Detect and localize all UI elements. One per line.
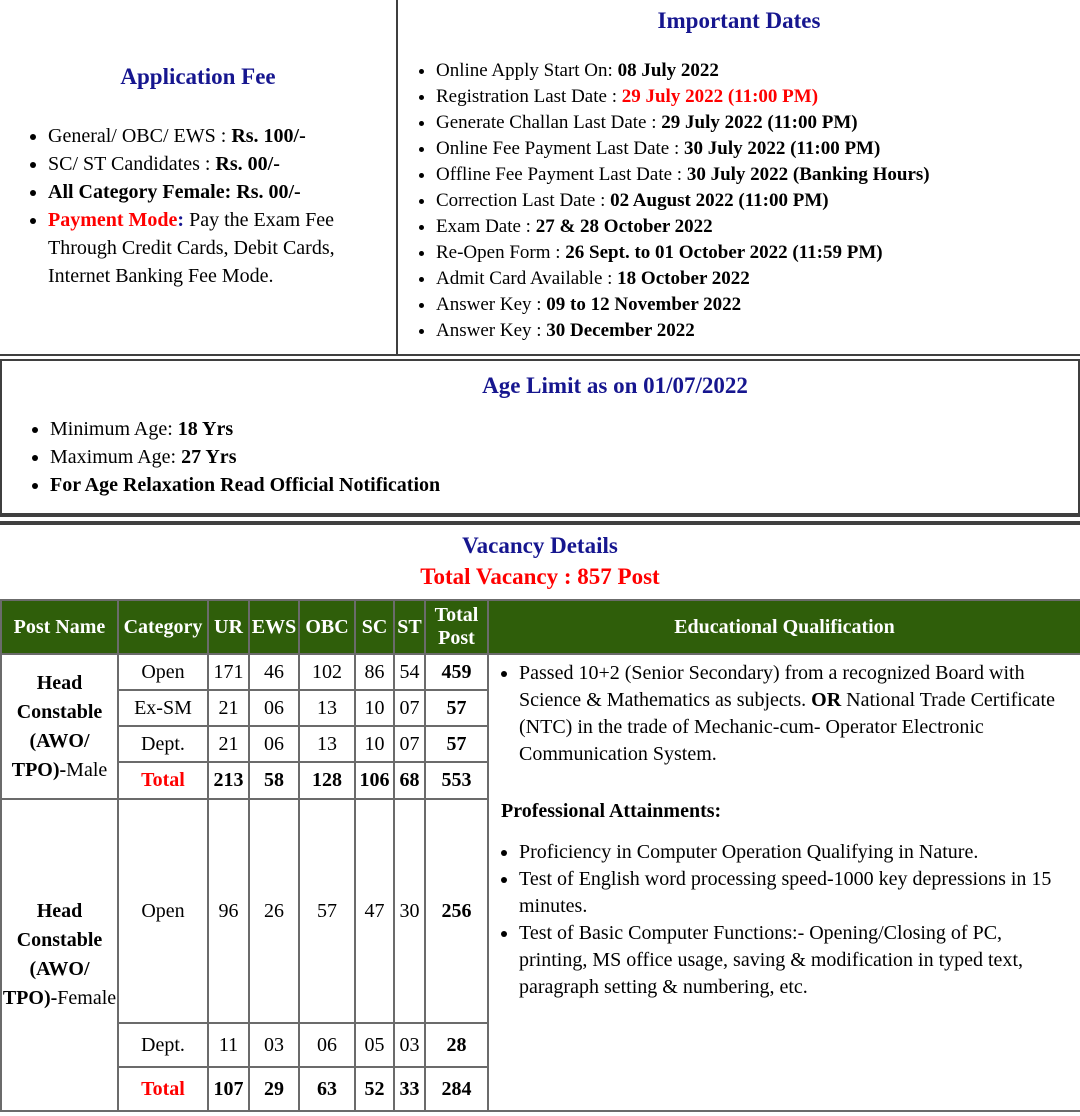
fee-value: All Category Female: Rs. 00/- (48, 181, 301, 203)
ews-cell: 26 (249, 799, 299, 1023)
date-label: Answer Key : (436, 320, 547, 341)
qualification-text: Passed 10+2 (Senior Secondary) from a recognized Board with Science & Mathematics as subjects. (519, 662, 1025, 711)
total-post-cell: 284 (425, 1067, 488, 1111)
application-fee-panel (0, 0, 398, 354)
total-post-cell: 57 (425, 726, 488, 762)
list-item (50, 471, 1078, 499)
ur-cell: 96 (208, 799, 249, 1023)
fee-label: SC/ ST Candidates : (48, 153, 216, 175)
category-cell: Dept. (118, 726, 208, 762)
col-header-total-post: Total Post (425, 600, 488, 654)
list-item (48, 150, 382, 178)
ur-cell: 21 (208, 690, 249, 726)
list-item (436, 240, 1080, 266)
attainments-list (495, 839, 1068, 1001)
age-label: Minimum Age: (50, 418, 178, 440)
total-post-cell: 256 (425, 799, 488, 1023)
date-label: Answer Key : (436, 294, 547, 315)
sc-cell: 10 (355, 690, 394, 726)
post-name-bold: Head Constable (AWO/ TPO)- (2, 900, 103, 1009)
ur-cell: 21 (208, 726, 249, 762)
table-row (1, 654, 1080, 690)
list-item (519, 660, 1068, 768)
total-label-cell: Total (118, 1067, 208, 1111)
st-cell: 07 (394, 726, 425, 762)
ur-cell: 213 (208, 762, 249, 799)
category-cell: Open (118, 654, 208, 690)
age-label: Maximum Age: (50, 446, 182, 468)
date-label: Generate Challan Last Date : (436, 112, 662, 133)
vacancy-title: Vacancy Details (462, 533, 618, 558)
list-item (436, 292, 1080, 318)
st-cell: 03 (394, 1023, 425, 1067)
list-item: • Test of English word processing speed-1000 key depressions in 15 minutes. (519, 866, 1068, 920)
important-dates-title: Important Dates (657, 8, 821, 33)
date-label: Online Fee Payment Last Date : (436, 138, 684, 159)
list-item: • Proficiency in Computer Operation Qualifying in Nature. (519, 839, 1068, 866)
fee-value: Rs. 100/- (231, 125, 306, 147)
date-label: Re-Open Form : (436, 242, 566, 263)
total-label-cell: Total (118, 762, 208, 799)
age-note: For Age Relaxation Read Official Notification (50, 474, 441, 496)
ews-cell: 06 (249, 726, 299, 762)
qualification-or: OR (811, 689, 842, 711)
col-header-ews: EWS (249, 600, 299, 654)
vacancy-table (0, 599, 1080, 1112)
sc-cell: 47 (355, 799, 394, 1023)
application-fee-list (0, 122, 382, 290)
ews-cell: 06 (249, 690, 299, 726)
col-header-educational-qualification: Educational Qualification (488, 600, 1080, 654)
list-item (436, 84, 1080, 110)
date-value: 02 August 2022 (11:00 PM) (610, 190, 829, 211)
ur-cell: 11 (208, 1023, 249, 1067)
list-item (436, 214, 1080, 240)
vacancy-section (0, 521, 1080, 1112)
qualification-list (495, 660, 1068, 768)
col-header-post-name: Post Name (1, 600, 118, 654)
category-cell: Ex-SM (118, 690, 208, 726)
ews-cell: 29 (249, 1067, 299, 1111)
date-label: Offline Fee Payment Last Date : (436, 164, 687, 185)
obc-cell: 13 (299, 726, 355, 762)
obc-cell: 57 (299, 799, 355, 1023)
qualification-text: National Trade Certificate (NTC) in the trade of Mechanic-cum- Operator Electronic Communication System. (519, 689, 1055, 765)
age-value: 18 Yrs (177, 418, 234, 440)
date-value: 18 October 2022 (617, 268, 750, 289)
total-post-cell: 553 (425, 762, 488, 799)
date-value: 30 July 2022 (Banking Hours) (686, 164, 930, 185)
st-cell: 54 (394, 654, 425, 690)
age-value: 27 Yrs (181, 446, 237, 468)
fee-label: General/ OBC/ EWS : (48, 125, 232, 147)
age-limit-section (0, 359, 1080, 517)
date-value: 09 to 12 November 2022 (546, 294, 742, 315)
list-item (436, 110, 1080, 136)
date-value: 30 December 2022 (546, 320, 695, 341)
post-name-regular: Female (57, 987, 117, 1009)
post-name-cell-male (1, 654, 118, 799)
col-header-category: Category (118, 600, 208, 654)
st-cell: 30 (394, 799, 425, 1023)
col-header-ur: UR (208, 600, 249, 654)
date-label: Admit Card Available : (436, 268, 618, 289)
total-post-cell: 57 (425, 690, 488, 726)
date-value: 29 July 2022 (11:00 PM) (621, 86, 819, 107)
sc-cell: 10 (355, 726, 394, 762)
sc-cell: 106 (355, 762, 394, 799)
table-header-row (1, 600, 1080, 654)
professional-attainments-heading: Professional Attainments: (501, 800, 722, 822)
list-item (436, 318, 1080, 344)
date-label: Exam Date : (436, 216, 536, 237)
list-item (436, 136, 1080, 162)
date-value: 29 July 2022 (11:00 PM) (661, 112, 858, 133)
list-item (436, 266, 1080, 292)
list-item: • Test of Basic Computer Functions:- Opening/Closing of PC, printing, MS office usage, saving & modification in typed text, paragraph setting & numbering, etc. (519, 920, 1068, 1001)
list-item (48, 178, 382, 206)
list-item (48, 122, 382, 150)
payment-mode-colon: : (177, 209, 185, 231)
post-name-regular: Male (66, 758, 108, 781)
important-dates-panel (398, 0, 1080, 354)
category-cell: Open (118, 799, 208, 1023)
post-name-cell-female (1, 799, 118, 1111)
top-section (0, 0, 1080, 356)
col-header-sc: SC (355, 600, 394, 654)
list-item (50, 443, 1078, 471)
ews-cell: 46 (249, 654, 299, 690)
obc-cell: 102 (299, 654, 355, 690)
total-vacancy-subtitle: Total Vacancy : 857 Post (420, 564, 660, 589)
fee-value: Rs. 00/- (215, 153, 280, 175)
ews-cell: 03 (249, 1023, 299, 1067)
application-fee-title: Application Fee (120, 64, 276, 89)
obc-cell: 13 (299, 690, 355, 726)
total-post-cell: 459 (425, 654, 488, 690)
ews-cell: 58 (249, 762, 299, 799)
ur-cell: 171 (208, 654, 249, 690)
date-label: Correction Last Date : (436, 190, 611, 211)
total-post-cell: 28 (425, 1023, 488, 1067)
payment-mode-text: Pay the Exam Fee Through Credit Cards, Debit Cards, Internet Banking Fee Mode. (48, 209, 335, 287)
list-item (48, 206, 382, 290)
date-label: Registration Last Date : (436, 86, 622, 107)
list-item (436, 58, 1080, 84)
important-dates-list (398, 58, 1080, 344)
obc-cell: 128 (299, 762, 355, 799)
ur-cell: 107 (208, 1067, 249, 1111)
date-value: 08 July 2022 (617, 60, 719, 81)
age-limit-list (2, 415, 1078, 499)
payment-mode-label: Payment Mode (48, 209, 178, 231)
st-cell: 68 (394, 762, 425, 799)
obc-cell: 63 (299, 1067, 355, 1111)
list-item (436, 162, 1080, 188)
st-cell: 07 (394, 690, 425, 726)
col-header-st: ST (394, 600, 425, 654)
educational-qualification-cell (488, 654, 1080, 1111)
list-item (50, 415, 1078, 443)
col-header-obc: OBC (299, 600, 355, 654)
age-limit-title: Age Limit as on 01/07/2022 (482, 373, 748, 398)
date-value: 27 & 28 October 2022 (535, 216, 713, 237)
sc-cell: 05 (355, 1023, 394, 1067)
category-cell: Dept. (118, 1023, 208, 1067)
date-label: Online Apply Start On: (436, 60, 618, 81)
sc-cell: 52 (355, 1067, 394, 1111)
date-value: 26 Sept. to 01 October 2022 (11:59 PM) (565, 242, 883, 263)
obc-cell: 06 (299, 1023, 355, 1067)
date-value: 30 July 2022 (11:00 PM) (684, 138, 881, 159)
st-cell: 33 (394, 1067, 425, 1111)
sc-cell: 86 (355, 654, 394, 690)
post-name-bold: Head Constable (AWO/ TPO)- (11, 671, 103, 781)
list-item (436, 188, 1080, 214)
